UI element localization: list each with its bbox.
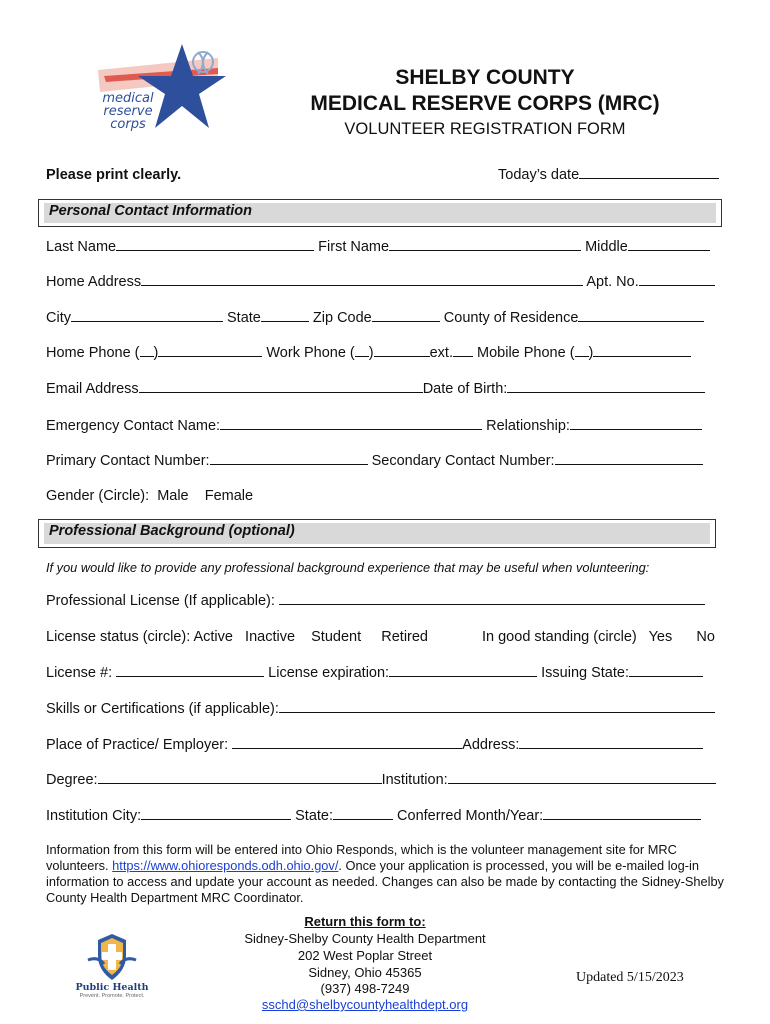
logo-word-reserve: reserve [103,104,153,119]
inst-city-field[interactable] [141,807,291,820]
return-email-link[interactable]: sschd@shelbycountyhealthdept.org [261,997,469,1012]
place-field[interactable] [232,736,462,749]
place-label: Place of Practice/ Employer: [46,737,229,753]
secondary-number-field[interactable] [555,452,703,465]
emergency-name-label: Emergency Contact Name: [46,418,221,434]
apt-field[interactable] [639,273,715,286]
personal-section-title: Personal Contact Information [49,203,253,219]
public-health-logo-tagline: Prevent. Promote. Protect. [79,993,145,999]
first-name-label: First Name [318,239,390,255]
public-health-logo [74,930,150,1000]
work-phone-area-field[interactable] [355,344,369,357]
professional-section-title: Professional Background (optional) [49,523,295,539]
last-name-field[interactable] [116,238,314,251]
skills-label: Skills or Certifications (if applicable): [46,701,279,717]
public-health-logo-title: Public Health [75,982,149,993]
home-address-label: Home Address [46,274,142,290]
license-num-field[interactable] [116,664,264,677]
institution-label: Institution: [381,772,448,788]
info-text-2: . Once your application is processed, you will be e-mailed log-in information to access and update your account as needed. Changes can also be made by contacting the Sidney-Shelby County Health Department MRC Coordinator. [46,858,724,905]
return-city: Sidney, Ohio 45365 [308,965,422,980]
print-note: Please print clearly. [46,167,182,183]
return-phone: (937) 498-7249 [320,981,410,996]
work-phone-label: Work Phone ( [266,345,355,361]
email-field[interactable] [139,380,423,393]
skills-field[interactable] [279,700,715,713]
middle-name-field[interactable] [628,238,710,251]
conferred-field[interactable] [543,807,701,820]
logo-word-corps: corps [110,117,146,132]
email-label: Email Address [46,381,139,397]
work-phone-field[interactable] [374,344,430,357]
middle-name-label: Middle [585,239,628,255]
mobile-phone-field[interactable] [593,344,691,357]
license-num-label: License #: [46,665,113,681]
home-phone-paren: ) [153,345,159,361]
inst-city-label: Institution City: [46,808,142,824]
last-name-label: Last Name [46,239,117,255]
issuing-state-field[interactable] [629,664,703,677]
form-title-line2: MEDICAL RESERVE CORPS (MRC) [310,92,660,115]
todays-date-field[interactable] [579,166,719,179]
degree-label: Degree: [46,772,98,788]
county-field[interactable] [578,309,704,322]
home-phone-label: Home Phone ( [46,345,140,361]
dob-label: Date of Birth: [422,381,508,397]
good-standing-choice[interactable]: In good standing (circle) Yes No [482,629,715,645]
return-heading: Return this form to: [304,914,426,929]
gender-choice[interactable]: Gender (Circle): Male Female [46,488,254,504]
info-text-1: Information from this form will be entered into Ohio Responds, which is the volunteer management site for MRC volunteers. [46,842,677,873]
inst-state-label: State: [295,808,334,824]
apt-label: Apt. No. [586,274,639,290]
home-phone-area-field[interactable] [140,344,154,357]
home-phone-field[interactable] [158,344,262,357]
emergency-name-field[interactable] [220,417,482,430]
mobile-phone-area-field[interactable] [575,344,589,357]
inst-state-field[interactable] [333,807,393,820]
issuing-state-label: Issuing State: [541,665,629,681]
county-label: County of Residence [443,310,579,326]
license-exp-label: License expiration: [268,665,390,681]
state-field[interactable] [261,309,309,322]
license-exp-field[interactable] [389,664,537,677]
ext-field[interactable] [453,344,473,357]
license-label: Professional License (If applicable): [46,593,275,609]
zip-label: Zip Code [312,310,372,326]
city-field[interactable] [71,309,223,322]
work-phone-paren: ) [368,345,374,361]
personal-section-header [38,199,722,227]
dob-field[interactable] [507,380,705,393]
zip-field[interactable] [372,309,440,322]
license-field[interactable] [279,592,705,605]
updated-date: Updated 5/15/2023 [576,970,684,985]
ohio-responds-link[interactable]: https://www.ohioresponds.odh.ohio.gov/ [112,858,339,873]
primary-number-label: Primary Contact Number: [46,453,210,469]
professional-note: If you would like to provide any professional background experience that may be useful when volunteering: [46,560,650,575]
ext-label: ext. [429,345,453,361]
return-street: 202 West Poplar Street [297,948,433,963]
primary-number-field[interactable] [210,452,368,465]
public-health-shield-icon [74,930,150,984]
return-dept: Sidney-Shelby County Health Department [244,931,486,946]
address-label: Address: [462,737,520,753]
license-status-choice[interactable]: License status (circle): Active Inactive Student Retired [46,629,428,645]
relationship-label: Relationship: [486,418,570,434]
degree-field[interactable] [98,771,382,784]
info-paragraph [46,842,726,906]
city-label: City [46,310,71,326]
mobile-phone-paren: ) [588,345,594,361]
form-subtitle: VOLUNTEER REGISTRATION FORM [344,120,626,138]
secondary-number-label: Secondary Contact Number: [371,453,555,469]
mobile-phone-label: Mobile Phone ( [477,345,575,361]
todays-date-label: Today’s date [498,167,580,183]
institution-field[interactable] [448,771,716,784]
home-address-field[interactable] [141,273,583,286]
conferred-label: Conferred Month/Year: [397,808,544,824]
address-field[interactable] [519,736,703,749]
relationship-field[interactable] [570,417,702,430]
state-label: State [227,310,261,326]
logo-word-medical: medical [102,91,154,106]
form-title-line1: SHELBY COUNTY [395,66,575,89]
first-name-field[interactable] [389,238,581,251]
professional-section-header [38,519,716,548]
